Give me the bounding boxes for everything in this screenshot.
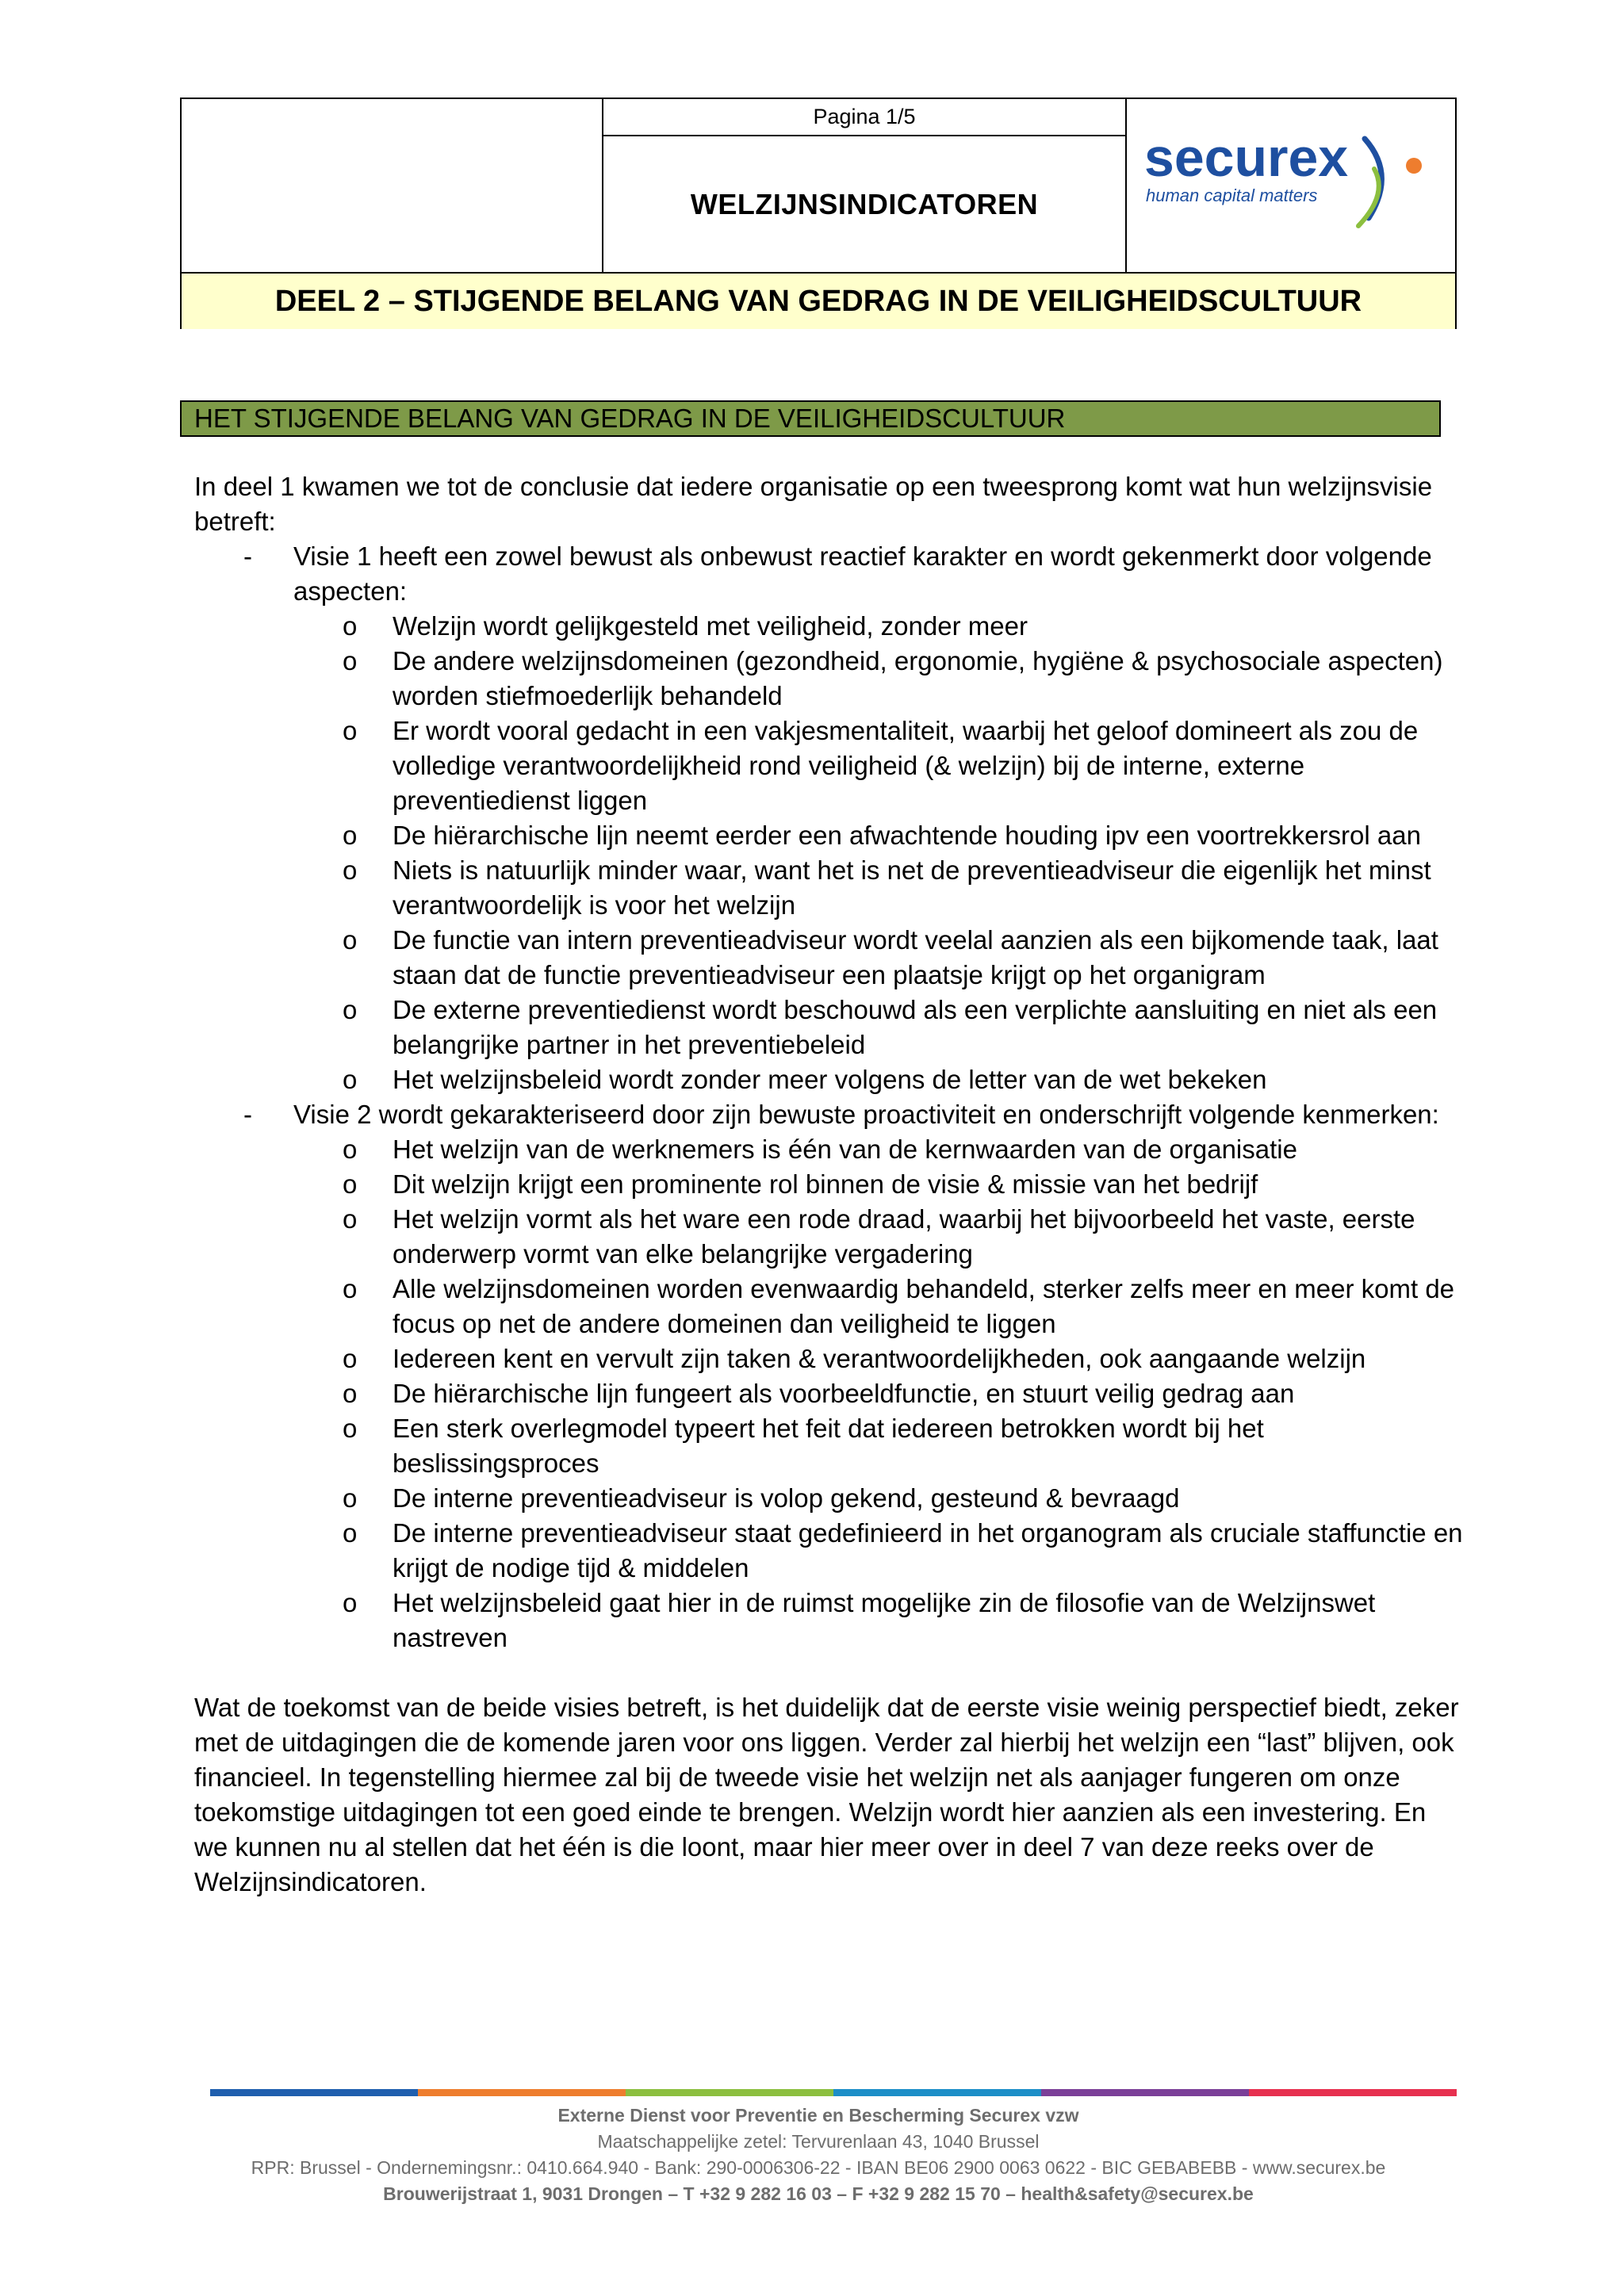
header-title-cell [603,99,1127,272]
securex-logo [1127,99,1455,272]
vision-2 [194,1097,1463,1132]
stripe-segment [210,2089,418,2096]
circle-bullet-icon: o [343,925,358,955]
stripe-segment [1249,2089,1457,2096]
circle-bullet-icon: o [343,1588,358,1617]
list-item: o Dit welzijn krijgt een prominente rol binnen de visie & missie van het bedrijf [194,1167,1463,1202]
stripe-segment [833,2089,1041,2096]
list-item: o Het welzijnsbeleid gaat hier in de ruimst mogelijke zin de filosofie van de Welzijnswet nastreven [194,1586,1463,1655]
circle-bullet-icon: o [343,1169,358,1199]
list-item: o Het welzijnsbeleid wordt zonder meer volgens de letter van de wet bekeken [194,1062,1463,1097]
header-table [180,98,1457,329]
logo-swoosh-green-icon [1358,169,1379,226]
list-item: o De functie van intern preventieadviseur wordt veelal aanzien als een bijkomende taak, laat staan dat de functie preventieadviseur een plaatsje krijgt op het organigram [194,923,1463,993]
footer-contact: Brouwerijstraat 1, 9031 Drongen – T +32 9 282 16 03 – F +32 9 282 15 70 – health&safety@securex.be [383,2183,1254,2204]
list-item: o De interne preventieadviseur is volop gekend, gesteund & bevraagd [194,1481,1463,1516]
list-item: o De andere welzijnsdomeinen (gezondheid, ergonomie, hygiëne & psychosociale aspecten) worden stiefmoederlijk behandeld [194,644,1463,714]
intro-paragraph: In deel 1 kwamen we tot de conclusie dat iedere organisatie op een tweesprong komt wat hun welzijnsvisie betreft: [194,472,1433,536]
stripe-segment [1041,2089,1249,2096]
dash-bullet-icon: - [243,1100,252,1129]
footer-address: Maatschappelijke zetel: Tervurenlaan 43, 1040 Brussel [597,2131,1040,2152]
list-item: o Het welzijn vormt als het ware een rode draad, waarbij het bijvoorbeeld het vaste, eerste onderwerp vormt van elke belangrijke vergadering [194,1202,1463,1272]
footer-color-stripe [210,2089,1457,2096]
circle-bullet-icon: o [343,995,358,1024]
list-item: o Niets is natuurlijk minder waar, want het is net de preventieadviseur die eigenlijk het minst verantwoordelijk is voor het welzijn [194,853,1463,923]
list-item: o De externe preventiedienst wordt beschouwd als een verplichte aansluiting en niet als een belangrijke partner in het preventiebeleid [194,993,1463,1062]
list-item: o De hiërarchische lijn fungeert als voorbeeldfunctie, en stuurt veilig gedrag aan [194,1376,1463,1411]
circle-bullet-icon: o [343,1483,358,1513]
circle-bullet-icon: o [343,1065,358,1094]
list-item: o De hiërarchische lijn neemt eerder een afwachtende houding ipv een voortrekkersrol aan [194,818,1463,853]
header-empty-cell [182,99,603,272]
body-content [194,469,1463,1900]
circle-bullet-icon: o [343,1518,358,1548]
section-heading: HET STIJGENDE BELANG VAN GEDRAG IN DE VEILIGHEIDSCULTUUR [180,400,1441,437]
vision-2-text: Visie 2 wordt gekarakteriseerd door zijn bewuste proactiviteit en onderschrijft volgende kenmerken: [293,1100,1439,1129]
circle-bullet-icon: o [343,821,358,850]
circle-bullet-icon: o [343,1414,358,1443]
page-footer [180,2103,1457,2207]
list-item: o Een sterk overlegmodel typeert het feit dat iedereen betrokken wordt bij het beslissingsproces [194,1411,1463,1481]
document-title: WELZIJNSINDICATOREN [690,188,1039,220]
vision-1 [194,539,1463,609]
circle-bullet-icon: o [343,716,358,745]
circle-bullet-icon: o [343,1274,358,1303]
logo-tagline: human capital matters [1146,186,1318,205]
dash-bullet-icon: - [243,541,252,571]
circle-bullet-icon: o [343,646,358,675]
footer-registration: RPR: Brussel - Ondernemingsnr.: 0410.664.940 - Bank: 290-0006306-22 - IBAN BE06 2900 0063 0622 - BIC GEBABEBB - www.securex.be [251,2157,1386,2178]
page-number: Pagina 1/5 [603,99,1125,136]
list-item: o De interne preventieadviseur staat gedefinieerd in het organogram als cruciale staffunctie en krijgt de nodige tijd & middelen [194,1516,1463,1586]
list-item: o Het welzijn van de werknemers is één van de kernwaarden van de organisatie [194,1132,1463,1167]
circle-bullet-icon: o [343,1379,358,1408]
circle-bullet-icon: o [343,1135,358,1164]
vision-1-text: Visie 1 heeft een zowel bewust als onbewust reactief karakter en wordt gekenmerkt door volgende aspecten: [293,541,1432,606]
stripe-segment [418,2089,626,2096]
circle-bullet-icon: o [343,611,358,641]
list-item: o Alle welzijnsdomeinen worden evenwaardig behandeld, sterker zelfs meer en meer komt de focus op net de andere domeinen dan veiligheid te liggen [194,1272,1463,1341]
logo-wordmark: securex [1144,128,1349,188]
circle-bullet-icon: o [343,855,358,885]
list-item: o Er wordt vooral gedacht in een vakjesmentaliteit, waarbij het geloof domineert als zou de volledige verantwoordelijkheid rond veiligheid (& welzijn) bij de interne, externe preventiedienst liggen [194,714,1463,818]
list-item: o Welzijn wordt gelijkgesteld met veiligheid, zonder meer [194,609,1463,644]
logo-dot-icon [1406,158,1422,174]
list-item: o Iedereen kent en vervult zijn taken & verantwoordelijkheden, ook aangaande welzijn [194,1341,1463,1376]
part-title-band: DEEL 2 – STIJGENDE BELANG VAN GEDRAG IN DE VEILIGHEIDSCULTUUR [182,272,1455,329]
circle-bullet-icon: o [343,1344,358,1373]
circle-bullet-icon: o [343,1204,358,1234]
footer-company: Externe Dienst voor Preventie en Bescherming Securex vzw [557,2105,1079,2126]
stripe-segment [626,2089,833,2096]
closing-paragraph: Wat de toekomst van de beide visies betreft, is het duidelijk dat de eerste visie weinig perspectief biedt, zeker met de uitdagingen die de komende jaren voor ons liggen. Verder zal hierbij het welzijn een “last” blijven, ook financieel. In tegenstelling hiermee zal bij de tweede visie het welzijn net als aanjager fungeren om onze toekomstige uitdagingen tot een goed einde te brengen. Welzijn wordt hier aanzien als een investering. En we kunnen nu al stellen dat het één is die loont, maar hier meer over in deel 7 van deze reeks over de Welzijnsindicatoren. [194,1693,1459,1896]
